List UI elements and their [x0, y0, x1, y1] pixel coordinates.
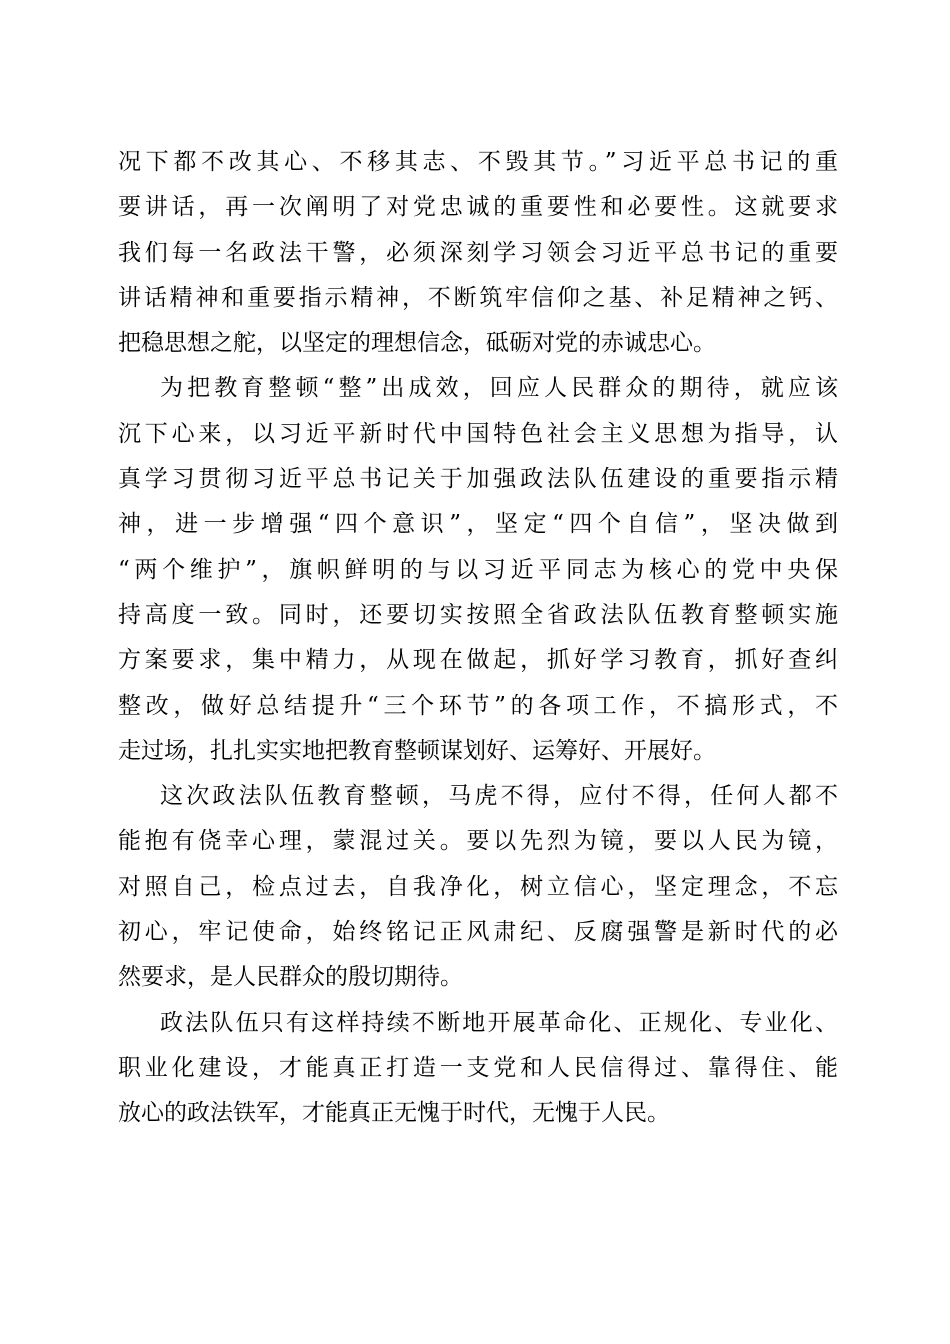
document-body [118, 140, 838, 1137]
text-line: 能抱有侥幸心理，蒙混过关。要以先烈为镜，要以人民为镜， [118, 828, 838, 855]
paragraph-first-line: 这次政法队伍教育整顿，马虎不得，应付不得，任何人都不 [160, 783, 838, 810]
text-line: 对照自己，检点过去，自我净化，树立信心，坚定理念，不忘 [118, 873, 838, 900]
text-line: 持高度一致。同时，还要切实按照全省政法队伍教育整顿实施 [118, 601, 838, 628]
text-line: 沉下心来，以习近平新时代中国特色社会主义思想为指导，认 [118, 420, 838, 447]
text-line: 放心的政法铁军，才能真正无愧于时代，无愧于人民。 [118, 1100, 670, 1127]
text-line: 况下都不改其心、不移其志、不毁其节。”习近平总书记的重 [118, 149, 838, 175]
paragraph-first-line: 政法队伍只有这样持续不断地开展革命化、正规化、专业化、 [160, 1009, 838, 1036]
text-line: 我们每一名政法干警，必须深刻学习领会习近平总书记的重要 [118, 239, 838, 266]
text-line: 初心，牢记使命，始终铭记正风肃纪、反腐强警是新时代的必 [118, 919, 838, 946]
text-line: 职业化建设，才能真正打造一支党和人民信得过、靠得住、能 [118, 1054, 838, 1081]
text-line: 走过场，扎扎实实地把教育整顿谋划好、运筹好、开展好。 [118, 737, 716, 764]
text-line: 方案要求，集中精力，从现在做起，抓好学习教育，抓好查纠 [118, 647, 838, 674]
text-line: 整改，做好总结提升“三个环节”的各项工作，不搞形式，不 [118, 692, 838, 719]
text-line: 神，进一步增强“四个意识”，坚定“四个自信”，坚决做到 [118, 511, 838, 538]
text-line: 要讲话，再一次阐明了对党忠诚的重要性和必要性。这就要求 [118, 194, 838, 221]
text-line: 讲话精神和重要指示精神，不断筑牢信仰之基、补足精神之钙、 [118, 284, 838, 311]
paragraph-first-line: 为把教育整顿“整”出成效，回应人民群众的期待，就应该 [160, 375, 838, 402]
text-line: “两个维护”，旗帜鲜明的与以习近平同志为核心的党中央保 [118, 556, 838, 583]
text-line: 然要求，是人民群众的殷切期待。 [118, 964, 463, 991]
text-line: 真学习贯彻习近平总书记关于加强政法队伍建设的重要指示精 [118, 466, 838, 493]
text-line: 把稳思想之舵，以坚定的理想信念，砥砺对党的赤诚忠心。 [118, 330, 716, 357]
